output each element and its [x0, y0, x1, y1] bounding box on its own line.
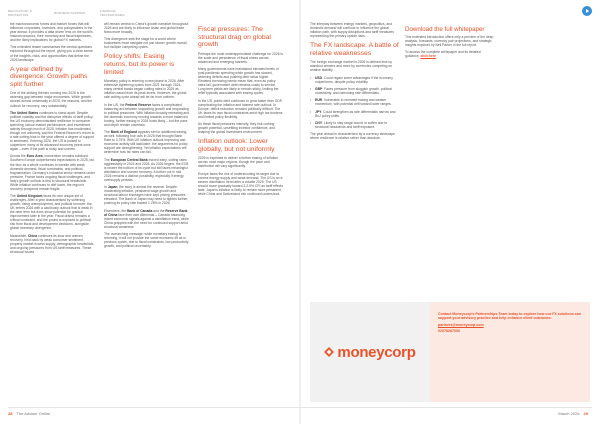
- paragraph-text: Meanwhile,: [10, 233, 28, 238]
- paragraph: This extended introduction offers only a preview of the deep analysis, forecasts, currency pair projections, and strategic insights explored by Neil Parker in the full report.: [405, 35, 494, 48]
- paragraph-text: appears set for additional easing as well, following four cuts in 2025 that brought Bank Rate to 3.75%. With UK inflation outlook improving and economic activity still lacklustre, the arguments for policy support are strengthening. Yet inflation expectations will determine how far rates can fall.: [104, 130, 188, 155]
- paragraph: One of the striking themes running into 2026 is the widening gap between major economies. While growth slowed almost universally in 2025, the reasons, and the outlook for recovery, vary substantially.: [10, 91, 93, 108]
- column-4: [310, 22, 400, 143]
- advert-logo-panel: [310, 302, 430, 402]
- paragraph: Perhaps the most underappreciated challenge for 2026 is the scale and persistence of fiscal stress across advanced and emerging markets.: [198, 51, 283, 64]
- bold-term: The United States: [10, 110, 39, 115]
- column-3: [198, 22, 283, 199]
- paragraph-text: To access the complete whitepaper and its detailed guidance,: [405, 50, 481, 59]
- paragraph-text: and the: [152, 208, 166, 213]
- section-heading-download: Download the full whitepaper: [405, 26, 485, 33]
- paragraph: Europe faces the risk of undershooting its target due to excess energy supply and weak demand. The US is on a clearer disinflation trend after a volatile 2025. The US should move gradually toward 2-2.5% CPI as tariff effects fade. Japan's inflation is likely to remain more persistent, while China and Switzerland risk continued undershoot.: [198, 171, 283, 196]
- publication-title: The Adviser Online: [16, 410, 51, 416]
- paragraph-text: Elsewhere, the: [104, 208, 128, 213]
- bold-term: Euro Area: [26, 154, 43, 159]
- paragraph-boe: [104, 130, 189, 154]
- paragraph-euro: [10, 154, 95, 190]
- list-item: [310, 76, 400, 84]
- bullet-key: CNY: [315, 120, 323, 125]
- paragraph-text: In the US, the: [104, 102, 126, 107]
- column-1: [10, 22, 95, 257]
- paragraph-text: continues its slow and uneven recovery, held back by weak consumer sentiment, property market excess supply, demographic headwinds, and ongoing pressures from US tariff measures. These structural issues: [10, 233, 95, 254]
- bold-term: Bank of Canada: [127, 208, 153, 213]
- list-item: [310, 121, 400, 129]
- bold-term: China: [27, 233, 38, 238]
- paragraph: The foreign exchange market in 2026 is defined less by standout winners and more by currencies competing on relative stability.: [310, 60, 393, 73]
- bullet-text: : Could strengthen as rate differentials narrow and BoJ policy shifts.: [315, 109, 396, 118]
- paragraph-ecb: [104, 158, 189, 182]
- paragraph: The interplay between energy markets, geopolitics, and domestic demand will continue to influence the global inflation path, with supply disruptions and tariff measures representing the primary upside risks.: [310, 22, 394, 39]
- paragraph-text: The: [10, 194, 17, 199]
- paragraph: will remain central to China's growth narrative throughout 2026 and are likely to influence Asian and global trade flows more broadly.: [104, 22, 189, 35]
- bullet-text: : Faces pressure from sluggish growth, political uncertainty, and narrowing rate differentials.: [315, 86, 392, 96]
- section-heading-fiscal: Fiscal pressures: The structural drag on global growth: [198, 26, 271, 49]
- intro-paragraph: the macroeconomic forces and market forces that will influence corporates, investors, and policymakers in the year ahead. It provides a data driven lens on the world's macroeconomics, their monetary and fiscal trajectories, and the likely implications for global FX markets.: [10, 22, 93, 43]
- bold-term: Federal Reserve: [125, 102, 152, 107]
- section-heading-inflation: Inflation outlook: Lower globally, but not uniformly: [198, 138, 275, 153]
- bullet-key: USD: [315, 75, 323, 80]
- list-item: [310, 110, 400, 118]
- paragraph-text: The: [104, 130, 111, 135]
- bullet-text: : Could regain some advantages if the economy outperforms, despite policy volatility.: [315, 75, 393, 84]
- paragraph-text: In: [104, 185, 108, 190]
- paragraph-text: The: [104, 157, 111, 162]
- bold-term: Reserve Bank of China: [104, 208, 188, 217]
- paragraph: Monetary policy is entering a new phase in 2026. After extensive tightening cycles from 2021 through 2024, many central banks began cutting rates in 2025 as inflation eased from its peak levels. However, the global rate cutting cycle ahead will be far from uniform.: [104, 79, 187, 100]
- section-heading-policy: Policy shifts: Easing returns, but its power is limited: [104, 53, 175, 76]
- list-item: [310, 87, 400, 95]
- bold-term: Bank of England: [110, 130, 138, 135]
- paragraph: The overarching message: while monetary easing is returning, it will not provide the same economic lift as in previous cycles, due to fiscal constraints, low productivity growth, and political uncertainty.: [104, 231, 189, 249]
- moneycorp-logo-icon: [324, 347, 334, 357]
- issue-date: March 2026: [558, 410, 580, 416]
- play-icon[interactable]: [582, 6, 592, 16]
- bullet-key: GBP: [315, 86, 323, 91]
- bullet-key: JPY: [315, 109, 322, 114]
- paragraph-text: faces its own unique set of challenges. After a year characterised by softening growth, rising unemployment, and political turnover, the UK enters 2026 with a cautiously outlook that is weak in the near term but does show potential for gradual improvement later in the year. Fiscal drama remains a critical constraint, and the pound is exposed to political risk from fiscal and development decisions, alongside global monetary divergence.: [10, 194, 93, 231]
- column-2: [104, 22, 189, 251]
- moneycorp-logo: [324, 344, 415, 361]
- paragraph-us: [10, 111, 95, 151]
- brand-name: moneycorp: [337, 343, 416, 361]
- bold-term: United Kingdom: [16, 194, 43, 199]
- advert-email-line: [438, 323, 583, 327]
- paragraph-uk: [10, 194, 95, 230]
- bullet-key: EUR: [315, 98, 323, 103]
- advert-text-block: [438, 312, 583, 336]
- paragraph-japan: [104, 185, 189, 205]
- paragraph-text: continues to stand apart. Despite political volatility and the disruptive effects of tariff policy, the US economy demonstrated resilience in consumer spending, labour market performance, and investment activity through much of 2025. Inflation has moderated, though not uniformly, and the Federal Reserve's return to a rate cutting bias in the year offered a degree of support to sentiment. Entering 2026, the US is poised to outperform many of its advanced economy peers once again – even if the path is noisy and uneven.: [10, 110, 95, 152]
- paragraph-cta: [405, 50, 495, 58]
- bullet-text: : Vulnerable to renewed easing and weaker momentum, with potential drift toward lower ranges.: [315, 98, 392, 107]
- bold-term: European Central Bank: [110, 157, 148, 162]
- paragraph-text: face their own dilemmas – Canada balancing mixed economic signals against a disinflation trend, while China grapples with the need for continued support amid structural weakness.: [104, 212, 189, 229]
- paragraph: The year ahead is characterised by a currency landscape where resilience is relative rather than absolute.: [310, 132, 395, 141]
- bullet-text: : Likely to stay range bound or soften due to structural headwinds and tariff exposure.: [315, 120, 388, 129]
- paragraph-text: faces a complicated balancing act between supporting growth and responding to political pressures. With inflation broadly retreating and the domestic economy moving towards a more balanced footing, further easing in 2026 looks likely – but the pace and depth remain uncertain.: [104, 102, 189, 127]
- bold-term: Japan: [107, 185, 118, 190]
- moneycorp-advert[interactable]: [310, 302, 590, 402]
- section-heading-divergence: A year defined by divergence: Growth paths split further: [10, 65, 88, 88]
- paragraph-text: , momentum remains subdued. Southern Europe outperformed expectations in 2025, but the bloc as a whole continues to wrestle with weak domestic demand, fiscal constraints, and political fragmentation. Germany's industrial sector remains under pressure, France faces ongoing fiscal challenges, and Italy's growth outlook is tied to structural headwinds. While inflation continues to drift lower, the region's recovery prospects remain fragile.: [10, 154, 96, 191]
- top-tag[interactable]: REGULATORY & PROTECTION: [8, 9, 32, 17]
- paragraph: 2026 is expected to deliver a further easing of inflation across most major regions, though the pace and distribution will vary significantly.: [198, 156, 279, 169]
- paragraph: In the US, public debt continues to grow faster than GDP, complicating the inflation and interest rate outlook. In Europe, deficit reduction remains politically difficult. The UK faces its own fiscal constraints amid high tax burdens and limited policy flexibility.: [198, 98, 283, 119]
- page-footer: [8, 407, 592, 418]
- top-tag[interactable]: FINANCIAL TECHNOLOGIES: [100, 9, 125, 17]
- paragraph-elsewhere: [104, 209, 189, 229]
- right-page-number: 29: [583, 410, 588, 416]
- top-tag[interactable]: BUSINESS SUPPORT: [54, 11, 86, 16]
- section-heading-fx: The FX landscape: A battle of relative weaknesses: [310, 42, 399, 57]
- paragraph: This divergence sets the stage for a world where businesses must navigate not just slower growth overall, but multiple competing cycles.: [104, 37, 188, 50]
- paragraph-text: , the story is almost the reverse. Despite moderating inflation, persistent wage growth and structural labour shortages have kept pricing pressures elevated. The Bank of Japan may need to tighten further, pushing its policy rate toward 1.25% in 2026.: [104, 185, 189, 206]
- paragraph-china: [10, 234, 95, 254]
- advert-email-link[interactable]: partners@moneycorp.com: [438, 322, 484, 327]
- paragraph-fed: [104, 103, 189, 127]
- list-item: [310, 98, 400, 106]
- advert-copy: Contact Moneycorp's Partnerships Team today to explore how our FX solutions can support your advisory practice and help enhance client outcomes:: [438, 312, 581, 321]
- advert-phone[interactable]: 02078287000: [438, 329, 460, 334]
- click-here-link[interactable]: click here: [420, 54, 436, 59]
- paragraph-text: moved early, cutting rates aggressively in 2024 and 2025. As 2026 begins, the ECB is nearer the bottom of its cycle but still faces meaningful disinflation and uneven recovery. A further cut in mid 2026 remains a distinct possibility, especially if energy oversupply persists.: [104, 157, 189, 182]
- left-page-number: 28: [8, 410, 13, 416]
- paragraph: Many governments have maintained elevated levels of post-pandemic spending while growth has slowed, widening deficits and pushing debt ratios higher. Elevated borrowing needs mean that, even as policy rates fall, government debt remains costly to service. Long term yields are likely to remain sticky, limiting the relief typically associated with easing cycles.: [198, 67, 279, 96]
- paragraph: As these fiscal pressures intensify, they risk curbing growth potential, unsettling investor confidence, and shaping the global investment environment.: [198, 122, 275, 135]
- paragraph-text: Across the: [10, 154, 27, 159]
- page-gutter: [299, 0, 301, 424]
- column-5: [405, 22, 495, 62]
- footer-right: [558, 411, 592, 416]
- intro-paragraph-2: This extended teaser summarises the central questions explored throughout the report, giving you a clear sense of the insights, risks, and opportunities that define the 2026 landscape.: [10, 45, 93, 62]
